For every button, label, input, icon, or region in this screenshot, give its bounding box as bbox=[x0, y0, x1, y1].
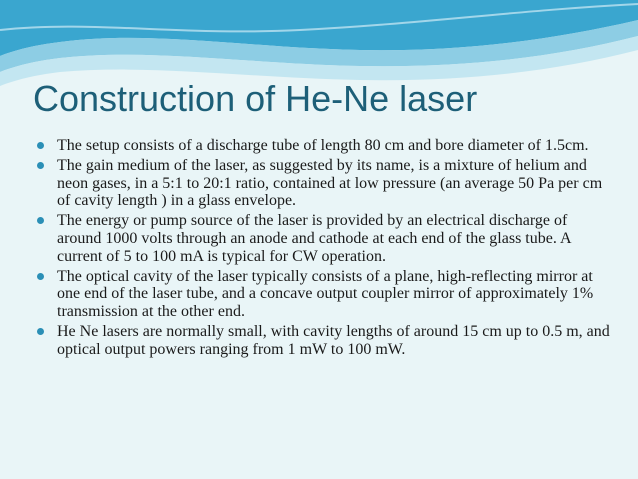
bullet-text: The energy or pump source of the laser is provided by an electrical discharge of around 1000 volts through an anode and cathode at each end of the glass tube. A current of 5 to 100 mA is typical for CW operation. bbox=[57, 212, 571, 265]
slide-title: Construction of He-Ne laser bbox=[33, 78, 478, 119]
bullet-text: The optical cavity of the laser typically consists of a plane, high-reflecting mirror at one end of the laser tube, and a concave output coupler mirror of approximately 1% transmission at the other end. bbox=[57, 267, 594, 320]
bullet-item bbox=[33, 323, 613, 358]
bullet-item bbox=[33, 157, 613, 210]
bullet-dot-icon bbox=[37, 162, 44, 169]
bullet-dot-icon bbox=[37, 328, 44, 335]
bullet-text: He Ne lasers are normally small, with cavity lengths of around 15 cm up to 0.5 m, and optical output powers ranging from 1 mW to 100 mW. bbox=[57, 322, 610, 358]
bullet-dot-icon bbox=[37, 273, 44, 280]
bullet-dot-icon bbox=[37, 217, 44, 224]
bullet-text: The setup consists of a discharge tube of length 80 cm and bore diameter of 1.5cm. bbox=[57, 137, 589, 154]
bullet-item bbox=[33, 137, 613, 155]
bullet-text: The gain medium of the laser, as suggested by its name, is a mixture of helium and neon gases, in a 5:1 to 20:1 ratio, contained at low pressure (an average 50 Pa per cm of cavity length ) in a glass envelope. bbox=[57, 157, 603, 210]
bullet-dot-icon bbox=[37, 142, 44, 149]
bullet-item bbox=[33, 212, 613, 265]
bullet-list bbox=[33, 137, 613, 361]
bullet-item bbox=[33, 268, 613, 321]
